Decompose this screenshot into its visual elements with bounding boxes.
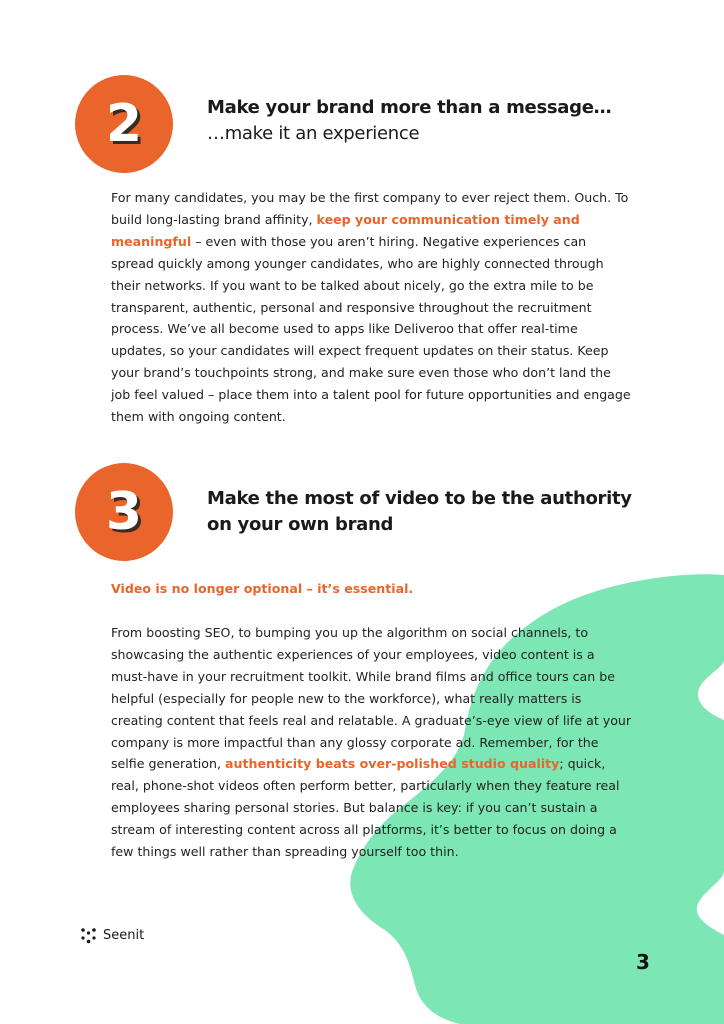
section-body: [111, 187, 633, 428]
section-heading: [207, 486, 647, 538]
seenit-dots-icon: [80, 927, 97, 944]
section-number-badge: [75, 463, 173, 561]
body-highlight: keep your communication timely and meaningful: [111, 211, 580, 249]
heading-line-1: Make your brand more than a message…: [207, 97, 612, 118]
body-text-part: – even with those you aren’t hiring. Negative experiences can spread quickly among younger candidates, who are highly connected through their networks. If you want to be talked about nicely, go the extra mile to be transparent, authentic, personal and responsive throughout the recruitment process. We’ve all become used to apps like Deliveroo that offer real-time updates, so your candidates will expect frequent updates on their status. Keep your brand’s touchpoints strong, and make sure even those who don’t land the job feel valued – place them into a talent pool for future opportunities and engage them with ongoing content.: [111, 233, 631, 425]
page-number: 3: [636, 950, 650, 974]
section-lead: Video is no longer optional – it’s essential.: [111, 581, 414, 596]
body-text-part: From boosting SEO, to bumping you up the algorithm on social channels, to showcasing the authentic experiences of your employees, video content is a must-have in your recruitment toolkit. While brand films and office tours can be helpful (especially for people new to the workforce), what really matters is creating content that feels real and relatable. A graduate’s-eye view of life at your company is more impactful than any glossy corporate ad. Remember, for the selfie generation,: [111, 625, 632, 772]
body-highlight: authenticity beats over-polished studio quality: [225, 756, 560, 772]
section-number-badge: [75, 75, 173, 173]
body-text-part: For many candidates, you may be the first company to ever reject them. Ouch. To build long-lasting brand affinity,: [111, 190, 629, 227]
seenit-logo: [80, 927, 144, 944]
heading-line-1: Make the most of video to be the authority: [207, 488, 632, 509]
section-heading: [207, 95, 647, 147]
section-number: 3: [105, 482, 143, 542]
body-text-part: ; quick, real, phone-shot videos often perform better, particularly when they feature real employees sharing personal stories. But balance is key: if you can’t sustain a stream of interesting content across all platforms, it’s better to focus on doing a few things well rather than spreading yourself too thin.: [111, 756, 620, 860]
heading-line-2: on your own brand: [207, 514, 394, 535]
heading-line-2: …make it an experience: [207, 123, 420, 144]
logo-text: Seenit: [103, 928, 145, 943]
section-body: [111, 622, 633, 863]
section-number: 2: [105, 94, 143, 154]
